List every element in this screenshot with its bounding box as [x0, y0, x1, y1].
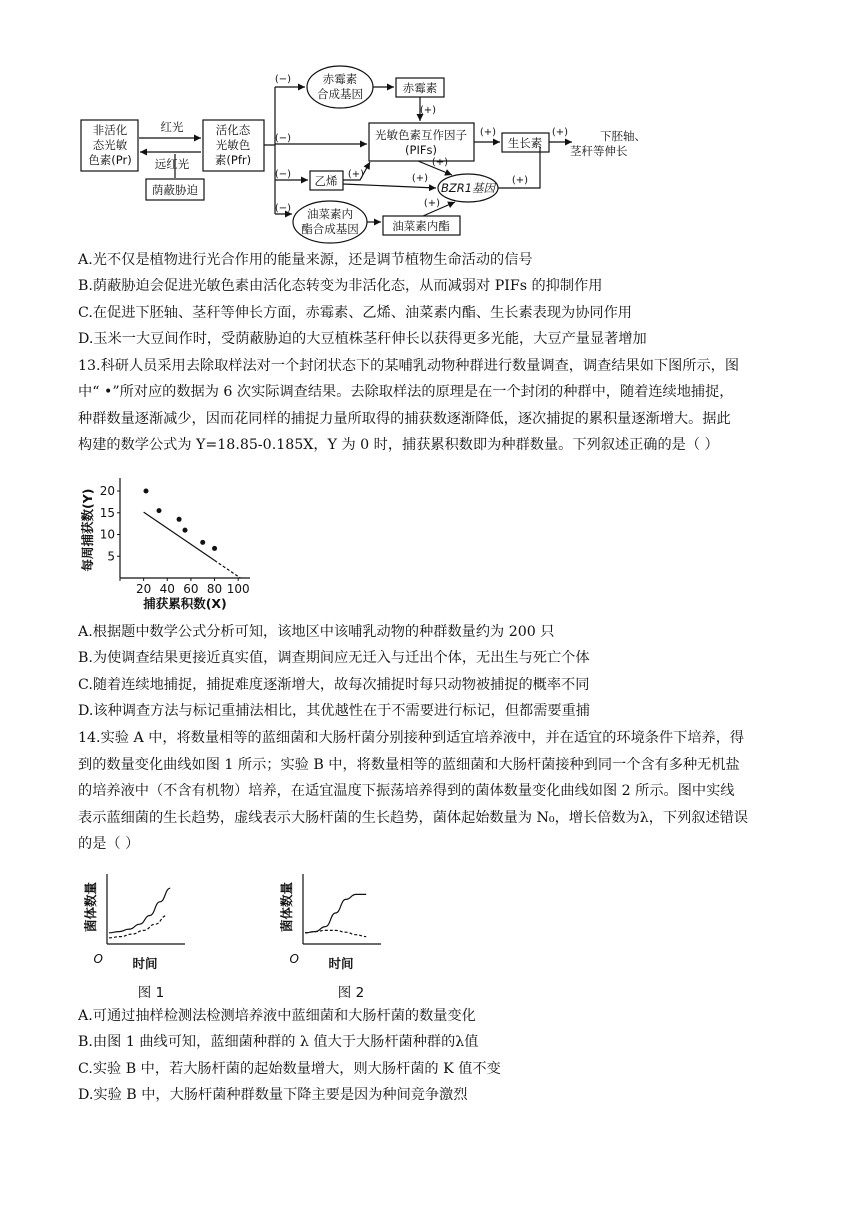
- br-gene-label-1: 油菜素内: [307, 207, 353, 221]
- q13-stem-line-2: 中“ •”所对应的数据为 6 次实际调查结果。去除取样法的原理是在一个封闭的种群中，随着连续地捕捉，: [78, 384, 734, 400]
- q13-stem-line-3: 种群数量逐渐减少，因而花同样的捕捉力量所取得的捕获数逐渐降低，逐次捕捉的累积量逐渐增大。据此: [78, 411, 731, 427]
- data-point: [212, 546, 217, 551]
- pfr-label-3: 素(Pfr): [214, 153, 252, 167]
- origin-label: O: [289, 952, 299, 966]
- q12-option-c: C.在促进下胚轴、茎秆等伸长方面，赤霉素、乙烯、油菜素内酯、生长素表现为协同作用: [78, 305, 632, 321]
- q14-option-c: C.实验 B 中，若大肠杆菌的起始数量增大，则大肠杆菌的 K 值不变: [78, 1061, 501, 1077]
- pr-label-1: 非活化: [92, 123, 128, 137]
- y-axis-label: 每周捕获数(Y): [80, 488, 95, 572]
- cyanobacteria-curve: [305, 894, 366, 932]
- minus-sign: (−): [274, 203, 292, 214]
- fit-line-extrapolation: [215, 560, 241, 578]
- q13-option-b: B.为使调查结果更接近真实值，调查期间应无迁入与迁出个体，无出生与死亡个体: [78, 650, 590, 666]
- data-point: [177, 517, 182, 522]
- x-tick-label: 80: [206, 582, 223, 596]
- plus-sign: (+): [431, 157, 449, 168]
- y-tick-label: 10: [99, 527, 115, 542]
- data-point: [200, 540, 205, 545]
- y-tick-label: 20: [99, 484, 115, 499]
- x-tick-label: 40: [159, 582, 175, 596]
- q14-option-a: A.可通过抽样检测法检测培养液中蓝细菌和大肠杆菌的数量变化: [78, 1008, 476, 1024]
- x-tick-label: 20: [135, 582, 152, 596]
- x-tick-label: 60: [183, 582, 199, 596]
- plus-sign: (+): [419, 105, 437, 116]
- plus-sign: (+): [347, 169, 365, 180]
- q13-option-a: A.根据题中数学公式分析可知，该地区中该哺乳动物的种群数量约为 200 只: [78, 624, 555, 640]
- pfr-label-2: 光敏色: [215, 138, 251, 152]
- q13-option-d: D.该种调查方法与标记重捕法相比，其优越性在于不需要进行标记，但都需要重捕: [78, 703, 590, 719]
- cyanobacteria-curve: [109, 888, 170, 933]
- minus-sign: (−): [274, 133, 292, 144]
- q14-stem-line-2: 到的数量变化曲线如图 1 所示；实验 B 中，将数量相等的蓝细菌和大肠杆菌接种到同一个含有多种无机盐: [78, 757, 740, 773]
- y-axis-label: 菌体数量: [83, 881, 98, 933]
- q12-option-b: B.荫蔽胁迫会促进光敏色素由活化态转变为非活化态，从而减弱对 PIFs 的抑制作用: [78, 278, 603, 294]
- shade-stress-label: 荫蔽胁迫: [152, 183, 198, 197]
- minus-sign: (−): [274, 74, 292, 85]
- ga-label: 赤霉素: [402, 81, 438, 95]
- ga-gene-label-1: 赤霉素: [322, 72, 358, 86]
- q14-stem-line-1: 14.实验 A 中，将数量相等的蓝细菌和大肠杆菌分别接种到适宜培养液中，并在适宜的环境条件下培养，得: [78, 730, 745, 746]
- ethylene-label: 乙烯: [314, 174, 338, 188]
- data-point: [144, 489, 149, 494]
- e-coli-curve: [305, 930, 366, 936]
- figure-caption: 图 1: [137, 985, 165, 1001]
- outcome-label-2: 茎秆等伸长: [570, 144, 628, 158]
- pif-label-2: (PIFs): [405, 143, 437, 157]
- pfr-label-1: 活化态: [215, 123, 251, 137]
- y-tick-label: 5: [107, 549, 115, 564]
- fit-line: [144, 512, 215, 560]
- plus-sign: (+): [551, 127, 569, 138]
- q14-option-b: B.由图 1 曲线可知，蓝细菌种群的 λ 值大于大肠杆菌种群的λ值: [78, 1034, 479, 1050]
- x-axis-label: 捕获累积数(X): [143, 596, 227, 611]
- q14-stem-line-5: 的是（ ）: [78, 836, 140, 852]
- x-axis-label: 时间: [328, 956, 354, 971]
- bzr1-label: BZR1基因: [440, 181, 496, 195]
- x-axis-label: 时间: [132, 956, 158, 971]
- q12-option-d: D.玉米一大豆间作时，受荫蔽胁迫的大豆植株茎秆伸长以获得更多光能，大豆产量显著增加: [78, 331, 647, 347]
- auxin-label: 生长素: [507, 136, 543, 150]
- plus-sign: (+): [423, 198, 441, 209]
- q13-stem-line-1: 13.科研人员采用去除取样法对一个封闭状态下的某哺乳动物种群进行数量调查，调查结果如下图所示，图: [78, 358, 740, 374]
- br-gene-label-2: 酯合成基因: [301, 222, 359, 236]
- outcome-label-1: 下胚轴、: [600, 129, 646, 143]
- q14-stem-line-4: 表示蓝细菌的生长趋势，虚线表示大肠杆菌的生长趋势，菌体起始数量为 N₀，增长倍数为λ，下列叙述错误: [78, 810, 749, 826]
- data-point: [183, 528, 188, 533]
- q13-stem-line-4: 构建的数学公式为 Y=18.85-0.185X，Y 为 0 时，捕获累积数即为种群数量。下列叙述正确的是（ ）: [78, 437, 719, 453]
- q13-option-c: C.随着连续地捕捉，捕捉难度逐渐增大，故每次捕捉时每只动物被捕捉的概率不同: [78, 677, 590, 693]
- far-red-light-label: 远红光: [154, 157, 190, 171]
- plus-sign: (+): [411, 173, 429, 184]
- red-light-label: 红光: [160, 120, 184, 134]
- pr-label-2: 态光敏: [92, 138, 128, 152]
- phytochrome-pathway-diagram: [0, 0, 860, 250]
- y-axis-label: 菌体数量: [279, 881, 294, 933]
- plus-sign: (+): [511, 175, 529, 186]
- pr-label-3: 色素(Pr): [88, 153, 132, 167]
- data-point: [157, 508, 162, 513]
- q12-option-a: A.光不仅是植物进行光合作用的能量来源，还是调节植物生命活动的信号: [78, 252, 533, 268]
- br-label: 油菜素内酯: [392, 219, 450, 233]
- figure-caption: 图 2: [337, 985, 365, 1001]
- plus-sign: (+): [479, 127, 497, 138]
- y-tick-label: 15: [99, 505, 115, 520]
- minus-sign: (−): [274, 169, 292, 180]
- pif-label-1: 光敏色素互作因子: [375, 128, 467, 142]
- origin-label: O: [93, 952, 103, 966]
- x-tick-label: 100: [226, 582, 250, 596]
- e-coli-curve: [109, 916, 167, 938]
- q14-stem-line-3: 的培养液中（不含有机物）培养，在适宜温度下振荡培养得到的菌体数量变化曲线如图 2 所示。图中实线: [78, 783, 735, 799]
- ga-gene-label-2: 合成基因: [317, 87, 363, 101]
- q14-option-d: D.实验 B 中，大肠杆菌种群数量下降主要是因为种间竞争激烈: [78, 1087, 468, 1103]
